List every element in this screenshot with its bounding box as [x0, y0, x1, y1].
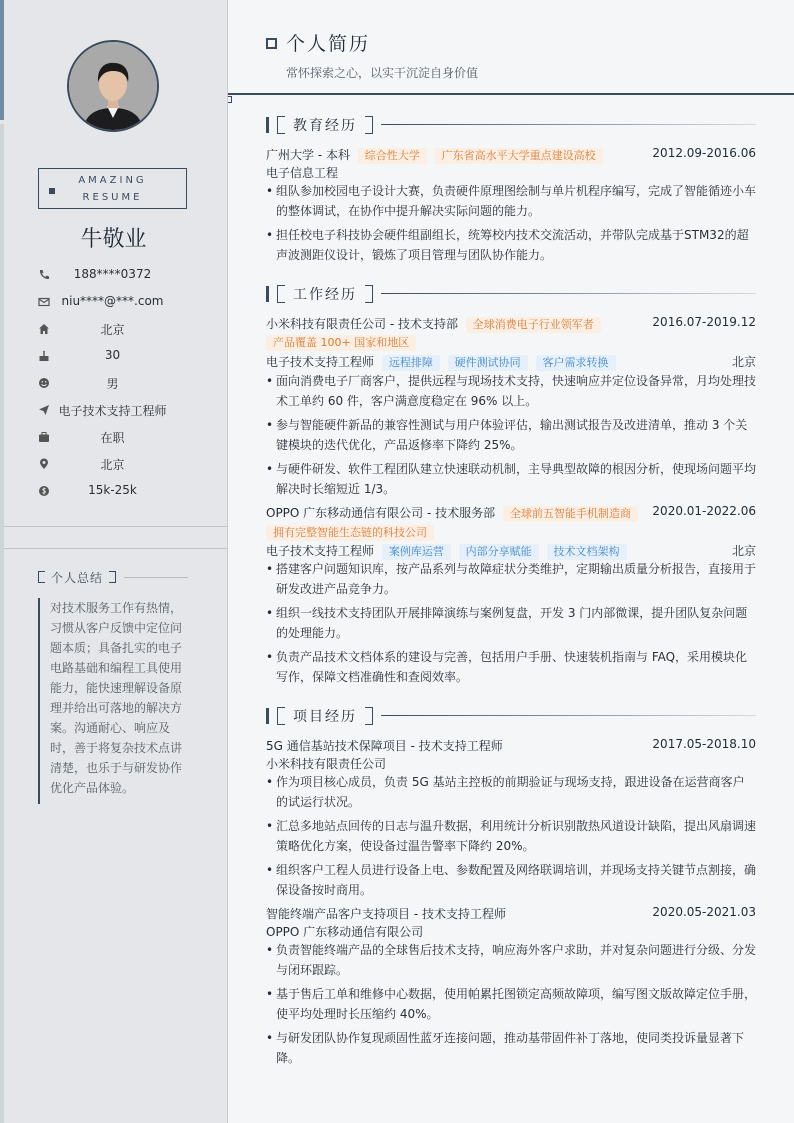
sidebar — [0, 0, 228, 1123]
section-title: 教育经历 — [293, 118, 357, 134]
company-tag: 全球前五智能手机制造商 — [503, 506, 638, 522]
info-location-text: 北京 — [100, 458, 125, 472]
job-city: 北京 — [731, 544, 756, 558]
info-phone-text: 188****0372 — [73, 267, 152, 281]
major-text: 电子信息工程 — [266, 166, 339, 180]
job-city: 北京 — [731, 355, 756, 369]
list-item: • 作为项目核心成员，负责 5G 基站主控板的前期验证与现场支持，跟进设备在运营商客户的试运行状况。 — [266, 772, 756, 812]
sidebar-divider — [4, 548, 227, 549]
project-org: OPPO 广东移动通信有限公司 — [266, 925, 424, 939]
school-tag: 综合性大学 — [358, 148, 427, 164]
list-item: • 担任校电子科技协会硬件组副组长，统筹校内技术交流活动，并带队完成基于STM32的超声波测距仪设计，锻炼了项目管理与团队协作能力。 — [266, 225, 756, 265]
header-tick-mark — [228, 96, 232, 103]
education-date: 2012.09-2016.06 — [652, 146, 756, 160]
bracket-left-icon — [277, 707, 285, 725]
list-item: • 汇总多地站点回传的日志与温升数据，利用统计分析识别散热风道设计缺陷，提出风扇调速策略优化方案，使设备过温告警率下降约 20%。 — [266, 816, 756, 856]
education-major — [266, 164, 756, 182]
badge-square-icon — [49, 188, 55, 194]
company-tag: 拥有完整智能生态链的科技公司 — [266, 525, 434, 541]
job-role: 电子技术支持工程师 — [266, 544, 375, 558]
project-date: 2017.05-2018.10 — [652, 737, 756, 751]
job-date: 2020.01-2022.06 — [652, 504, 756, 518]
section-line — [381, 715, 756, 716]
info-salary — [0, 482, 227, 502]
skill-tag: 技术文档架构 — [547, 544, 627, 560]
badge-line-1: AMAZING — [78, 175, 147, 186]
skill-tag: 内部分享赋能 — [459, 544, 539, 560]
bracket-right-icon — [109, 571, 116, 583]
school-name: 广州大学 - 本科 — [266, 148, 350, 162]
info-position-text: 电子技术支持工程师 — [58, 404, 167, 418]
skill-tag: 远程排障 — [382, 355, 440, 371]
company-tag: 全球消费电子行业领军者 — [466, 317, 601, 333]
list-item: • 基于售后工单和维修中心数据，使用帕累托图锁定高频故障项，编写图文版故障定位手册，使平均处理时长压缩约 40%。 — [266, 984, 756, 1024]
list-item: • 面向消费电子厂商客户，提供远程与现场技术支持，快速响应并定位设备异常，月均处理技术工单约 60 件，客户满意度稳定在 96% 以上。 — [266, 371, 756, 411]
sidebar-divider — [4, 526, 227, 527]
section-bar-icon — [266, 708, 269, 724]
project-header-row — [266, 737, 756, 755]
info-gender-text: 男 — [106, 377, 119, 391]
resume-header — [228, 0, 794, 95]
info-status — [0, 428, 227, 448]
skill-tag: 案例库运营 — [382, 544, 451, 560]
project-org: 小米科技有限责任公司 — [266, 757, 387, 771]
list-item: • 与硬件研发、软件工程团队建立快速联动机制，主导典型故障的根因分析，使现场问题平均解决时长缩短近 1/3。 — [266, 459, 756, 499]
section-line — [381, 124, 756, 125]
job-role: 电子技术支持工程师 — [266, 355, 375, 369]
skill-tag: 客户需求转换 — [536, 355, 616, 371]
info-salary-text: 15k-25k — [88, 483, 137, 497]
school-tag: 广东省高水平大学重点建设高校 — [435, 148, 603, 164]
badge-line-2: RESUME — [82, 192, 143, 203]
bracket-left-icon — [277, 116, 285, 134]
sidebar-accent-stripe — [0, 0, 4, 120]
list-item: • 组织客户工程人员进行设备上电、参数配置及网络联调培训，并现场支持关键节点割接，确保设备按时商用。 — [266, 860, 756, 900]
list-item: • 负责产品技术文档体系的建设与完善，包括用户手册、快速装机指南与 FAQ，采用模块化写作，保障文档准确性和查阅效率。 — [266, 647, 756, 687]
project-bullets — [266, 940, 756, 1072]
info-location — [0, 455, 227, 475]
list-item: • 参与智能硬件新品的兼容性测试与用户体验评估，输出测试报告及改进清单，推动 3 个关键模块的迭代优化，产品返修率下降约 25%。 — [266, 415, 756, 455]
job-tag-row — [262, 525, 752, 543]
section-bar-icon — [266, 286, 269, 302]
education-bullets — [266, 181, 756, 269]
company-name: 小米科技有限责任公司 - 技术支持部 — [266, 317, 458, 331]
company-tag: 产品覆盖 100+ 国家和地区 — [266, 335, 416, 351]
bracket-right-icon — [365, 707, 373, 725]
project-date: 2020.05-2021.03 — [652, 905, 756, 919]
job-role-row — [266, 542, 756, 560]
info-gender — [0, 374, 227, 394]
job-header-row — [266, 504, 756, 522]
project-org-row — [266, 923, 756, 941]
list-item: • 搭建客户问题知识库，按产品系列与故障症状分类维护，定期输出质量分析报告，直接用于研发改进产品竞争力。 — [266, 559, 756, 599]
bracket-right-icon — [365, 285, 373, 303]
job-bullets — [266, 371, 756, 503]
section-title: 工作经历 — [293, 287, 357, 303]
job-tag-row — [262, 335, 752, 353]
job-role-row — [266, 353, 756, 371]
info-position — [0, 401, 227, 421]
section-education-heading — [266, 116, 756, 136]
summary-title — [38, 569, 116, 586]
project-org-row — [266, 755, 756, 773]
project-bullets — [266, 772, 756, 904]
avatar-portrait-icon — [69, 42, 157, 130]
job-bullets — [266, 559, 756, 691]
summary-title-text: 个人总结 — [51, 571, 104, 585]
section-work-heading — [266, 285, 756, 305]
skill-tag: 硬件测试协同 — [448, 355, 528, 371]
page-title: 个人简历 — [286, 33, 371, 55]
info-email — [0, 293, 227, 313]
list-item: • 负责智能终端产品的全球售后技术支持，响应海外客户求助，并对复杂问题进行分级、分发与闭环跟踪。 — [266, 940, 756, 980]
info-home — [0, 320, 227, 340]
summary-title-line — [124, 577, 188, 578]
job-date: 2016.07-2019.12 — [652, 315, 756, 329]
project-header-row — [266, 905, 756, 923]
info-home-text: 北京 — [100, 323, 125, 337]
job-header-row — [266, 315, 756, 333]
section-line — [381, 293, 756, 294]
bracket-left-icon — [277, 285, 285, 303]
section-projects-heading — [266, 707, 756, 727]
info-email-text: niu****@***.com — [61, 294, 164, 308]
summary-text: 对技术服务工作有热情，习惯从客户反馈中定位问题本质；具备扎实的电子电路基础和编程工具使用能力，能快速理解设备原理并给出可落地的解决方案。沟通耐心、响应及时，善于将复杂技术点讲清楚，也乐于与研发协作优化产品体验。 — [38, 598, 188, 804]
list-item: • 与研发团队协作复现顽固性蓝牙连接问题，推动基带固件补丁落地，使同类投诉量显著下降。 — [266, 1028, 756, 1068]
page-subtitle: 常怀探索之心，以实干沉淀自身价值 — [286, 66, 479, 80]
section-bar-icon — [266, 117, 269, 133]
resume-badge — [38, 168, 187, 209]
info-phone — [0, 266, 227, 286]
list-item: • 组队参加校园电子设计大赛，负责硬件原理图绘制与单片机程序编写，完成了智能循迹小车的整体调试，在协作中提升解决实际问题的能力。 — [266, 181, 756, 221]
company-name: OPPO 广东移动通信有限公司 - 技术服务部 — [266, 506, 496, 520]
info-status-text: 在职 — [100, 431, 125, 445]
header-square-icon — [266, 38, 277, 49]
education-header-row — [266, 146, 756, 164]
section-title: 项目经历 — [293, 709, 357, 725]
project-name: 5G 通信基站技术保障项目 - 技术支持工程师 — [266, 739, 503, 753]
bracket-left-icon — [38, 571, 45, 583]
info-age — [0, 347, 227, 367]
info-age-text: 30 — [104, 348, 121, 362]
avatar — [67, 40, 159, 132]
project-name: 智能终端产品客户支持项目 - 技术支持工程师 — [266, 907, 506, 921]
candidate-name: 牛敬业 — [80, 227, 147, 252]
bracket-right-icon — [365, 116, 373, 134]
list-item: • 组织一线技术支持团队开展排障演练与案例复盘，开发 3 门内部微课，提升团队复杂问题的处理能力。 — [266, 603, 756, 643]
